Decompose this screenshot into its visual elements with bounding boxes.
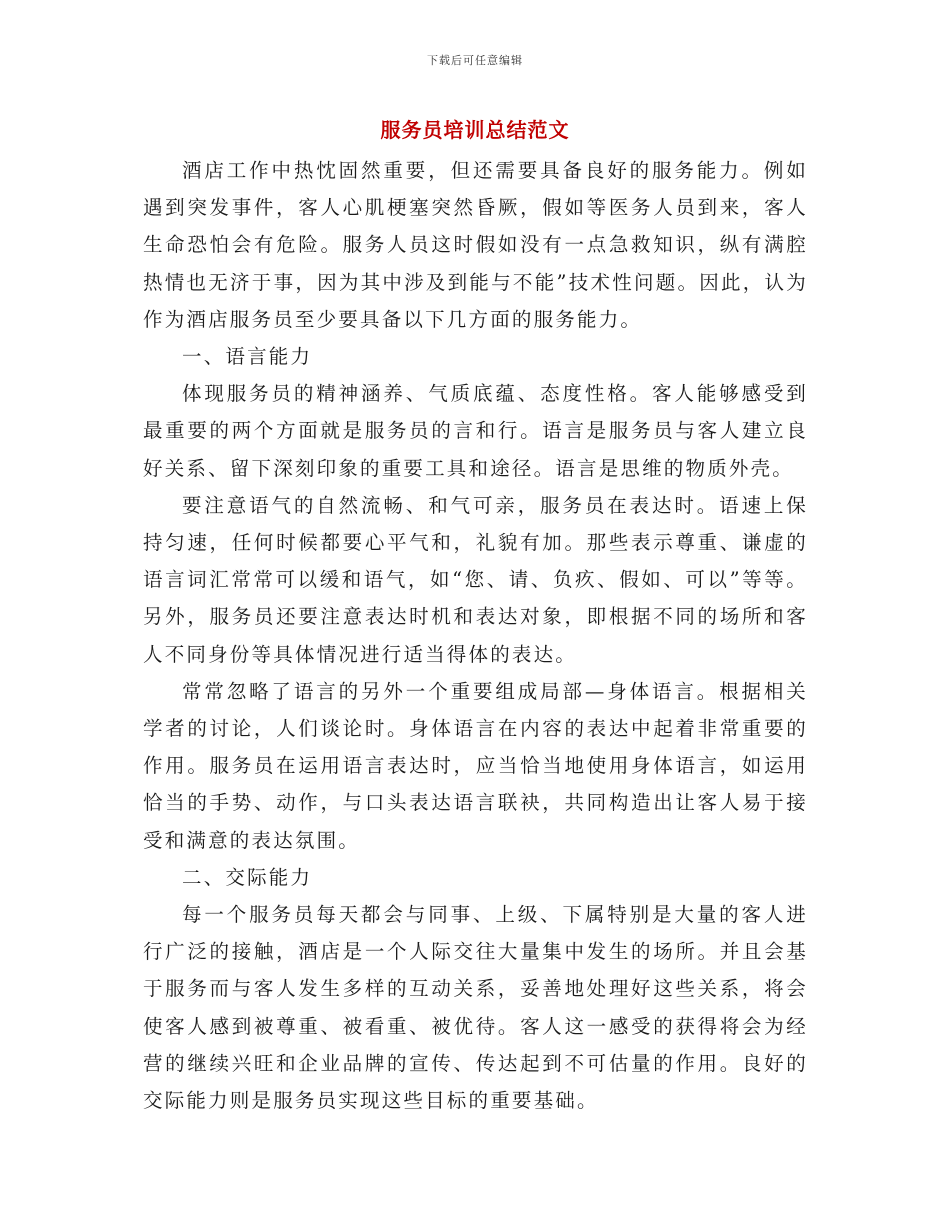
page-header-note: 下载后可任意编辑 [427, 54, 523, 67]
paragraph-communication: 每一个服务员每天都会与同事、上级、下属特别是大量的客人进行广泛的接触，酒店是一个人际交往大量集中发生的场所。并且会基于服务而与客人发生多样的互动关系，妥善地处理好这些关系，将会使客人感到被尊重、被看重、被优待。客人这一感受的获得将会为经营的继续兴旺和企业品牌的宣传、传达起到不可估量的作用。良好的交际能力则是服务员实现这些目标的重要基础。 [143, 903, 808, 1113]
paragraph-body-language: 常常忽略了语言的另外一个重要组成局部—身体语言。根据相关学者的讨论，人们谈论时。身体语言在内容的表达中起着非常重要的作用。服务员在运用语言表达时，应当恰当地使用身体语言，如运用恰当的手势、动作，与口头表达语言联袂，共同构造出让客人易于接受和满意的表达氛围。 [143, 679, 808, 852]
section-heading-communication: 二、交际能力 [182, 865, 313, 889]
document-body [143, 152, 808, 1119]
paragraph-intro: 酒店工作中热忱固然重要，但还需要具备良好的服务能力。例如遇到突发事件，客人心肌梗塞突然昏厥，假如等医务人员到来，客人生命恐怕会有危险。服务人员这时假如没有一点急救知识，纵有满腔热情也无济于事，因为其中涉及到能与不能”技术性问题。因此，认为作为酒店服务员至少要具备以下几方面的服务能力。 [143, 159, 808, 331]
document-title: 服务员培训总结范文 [380, 118, 570, 142]
paragraph-language-2: 要注意语气的自然流畅、和气可亲，服务员在表达时。语速上保持匀速，任何时候都要心平气和，礼貌有加。那些表示尊重、谦虚的语言词汇常常可以缓和语气，如“您、请、负疚、假如、可以”等等。另外，服务员还要注意表达时机和表达对象，即根据不同的场所和客人不同身份等具体情况进行适当得体的表达。 [143, 493, 808, 666]
paragraph-language-1: 体现服务员的精神涵养、气质底蕴、态度性格。客人能够感受到最重要的两个方面就是服务员的言和行。语言是服务员与客人建立良好关系、留下深刻印象的重要工具和途径。语言是思维的物质外壳。 [143, 382, 808, 480]
section-heading-language: 一、语言能力 [182, 345, 313, 369]
